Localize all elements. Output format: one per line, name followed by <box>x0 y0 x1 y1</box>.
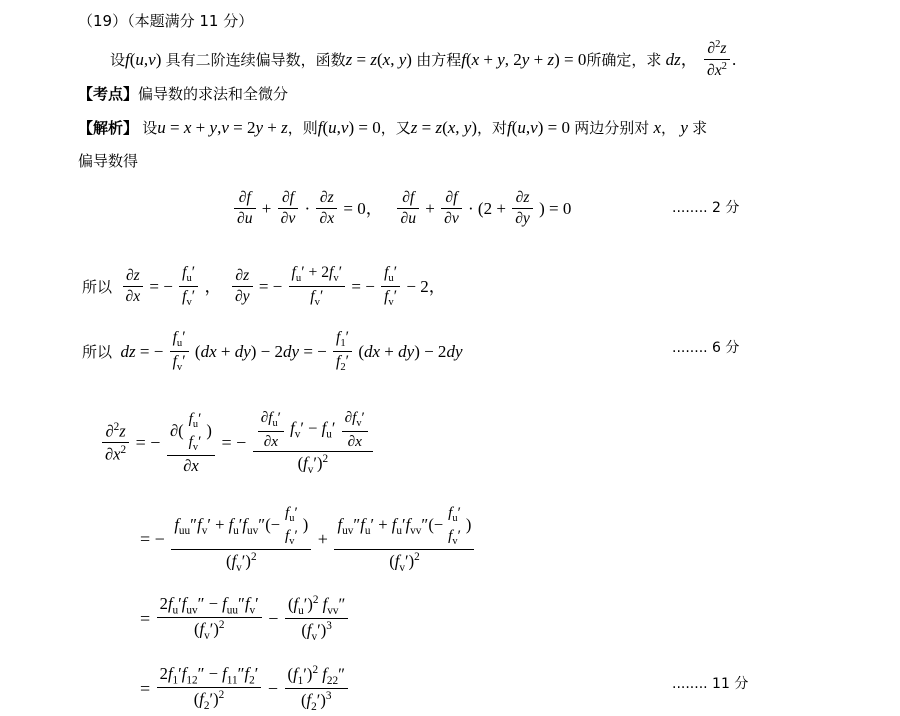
equation-chain-rule: $\frac{\partial f}{\partial u}$ + $\frac{\partial f}{\partial v}$ · $\frac{\partial z}{\partial x}$ = 0， $\frac{\partial f}{\partial u}$ + $\frac{\partial f}{\partial v}$ · (2 + $\frac{\partial z}{\partial y}$ ) = 0 <box>232 190 571 230</box>
equation-second-derivative: $\frac{\partial^2z}{\partial x^2}$ = − ∂( $f_u'$ $f_v'$ ) ∂x = − $\frac{\partial f_u'}{\partial x}$ $f_v' - f_u'$ $\frac{\partial f_v'}{\partial x}$ $(f_v')^2$ <box>100 410 375 479</box>
jiexi-text-2: ，则 <box>287 119 318 137</box>
equation-expansion-3: = $\frac{2f_1'f_{12}'' - f_{11}''f_2'}{(f_2')^2}$ − $\frac{(f_1')^2 f_{22}''}{(f_2')^3}$ <box>140 665 350 716</box>
kaodian-text: 偏导数的求法和全微分 <box>138 85 289 103</box>
kaodian-line <box>78 85 288 104</box>
jiexi-line-2: 偏导数得 <box>78 152 139 170</box>
suoyi-2: 所以 <box>82 342 113 361</box>
jiexi-text-4: ，对 <box>477 119 508 137</box>
math-second-partial-z-x2: $\frac{\partial^2z}{\partial x^2}$ <box>704 38 730 81</box>
jiexi-text-5: 两边分别对 <box>574 119 650 137</box>
jiexi-label: 【解析】 <box>78 119 139 137</box>
jiexi-text-3: ，又 <box>380 119 411 137</box>
equation-expansion-2: = $\frac{2f_u'f_{uv}'' - f_{uu}''f_v'}{(f_v')^2}$ − $\frac{(f_u')^2 f_{vv}''}{(f_v')^3}$ <box>140 595 350 646</box>
equation-dz: 所以 dz = − $\frac{f_u'}{f_v'}$ (dx + dy) − 2dy = − $\frac{f_1'}{f_2'}$ (dx + dy) − 2dy <box>82 329 463 373</box>
math-f-uv: f <box>125 50 130 70</box>
score-6: ........ 6 分 <box>672 340 740 356</box>
jiexi-text-7: 求 <box>692 119 708 137</box>
problem-statement-cn3: 所确定，求 <box>586 51 662 70</box>
equation-partial-z: 所以 $\frac{\partial z}{\partial x}$ = − $\frac{f_u'}{f_v'}$ ， $\frac{\partial z}{\partial y}$ = − $\frac{f_u' + 2f_v'}{f_v'}$ = − $\frac{f_u'}{f_v'}$ − 2， <box>82 264 446 308</box>
score-11: ........ 11 分 <box>672 676 749 692</box>
equation-expansion-1: = − $f_{uu}''f_v' + f_u'f_{uv}''(-$ $f_u'$ $f_v'$ ) $(f_v')^2$ + $f_{uv}''f_u' + f_u'f_{vv}''(-$ $f_u'$ $f_v'$ ) $(f_v')^2$ <box>140 505 476 577</box>
score-2: ........ 2 分 <box>672 200 740 216</box>
problem-statement-cn1: 具有二阶连续偏导数，函数 <box>165 51 346 70</box>
problem-statement-cn2: 由方程 <box>416 51 462 70</box>
problem-statement: 设f(u,v) 具有二阶连续偏导数，函数z = z(x, y) 由方程f(x + y, 2y + z) = 0所确定，求 dz， $\frac{\partial^2z}{\partial x^2}$ . <box>110 39 737 80</box>
suoyi-1: 所以 <box>82 277 113 296</box>
jiexi-text-6: ， <box>661 119 677 137</box>
problem-statement-pre: 设 <box>110 51 126 70</box>
jiexi-text-1: 设 <box>142 119 158 137</box>
kaodian-label: 【考点】 <box>78 85 139 103</box>
jiexi-line-1: 【解析】 设u = x + y,v = 2y + z，则f(u,v) = 0，又z = z(x, y)，对f(u,v) = 0 两边分别对 x， y 求 <box>78 118 708 137</box>
problem-header: （19）（本题满分 11 分） <box>78 12 254 30</box>
